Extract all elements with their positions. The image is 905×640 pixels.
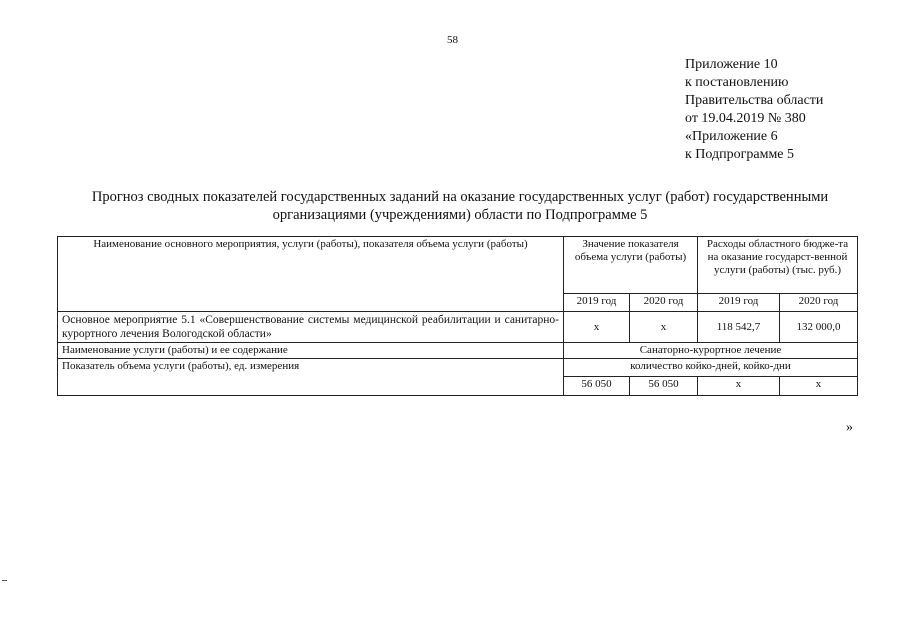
title-line-2: организациями (учреждениями) области по Подпрограмме 5: [272, 207, 648, 223]
main-activity-name: Основное мероприятие 5.1 «Совершенствование системы медицинской реабилитации и санитарно-курортного лечения Вологодской области»: [58, 312, 564, 343]
closing-quote: »: [846, 420, 853, 435]
document-title: [40, 188, 880, 224]
title-line-1: Прогноз сводных показателей государственных заданий на оказание государственных услуг (работ) государственными: [91, 189, 829, 205]
appendix-line: к Подпрограмме 5: [685, 147, 795, 162]
value-cell: 132 000,0: [780, 312, 858, 343]
value-cell: 56 050: [630, 377, 698, 396]
appendix-line: Правительства области: [685, 93, 824, 108]
header-year-cell: 2019 год: [698, 294, 780, 312]
header-name-cell: Наименование основного мероприятия, услуги (работы), показателя объема услуги (работы): [58, 237, 564, 312]
appendix-block: [685, 56, 823, 164]
measure-unit-value: количество койко-дней, койко-дни: [564, 359, 858, 377]
service-name-value: Санаторно-курортное лечение: [564, 343, 858, 359]
page-number: 58: [447, 34, 458, 46]
header-year-cell: 2019 год: [564, 294, 630, 312]
service-name-label: Наименование услуги (работы) и ее содержание: [58, 343, 564, 359]
value-cell: х: [780, 377, 858, 396]
value-cell: 118 542,7: [698, 312, 780, 343]
appendix-line: Приложение 10: [685, 57, 778, 72]
value-cell: х: [564, 312, 630, 343]
value-cell: 56 050: [564, 377, 630, 396]
scan-edge-mark: [2, 580, 7, 581]
header-indicator-cell: Значение показателя объема услуги (работы): [564, 237, 698, 294]
appendix-line: к постановлению: [685, 75, 789, 90]
header-expenses-cell: Расходы областного бюдже-та на оказание государст-венной услуги (работы) (тыс. руб.): [698, 237, 858, 294]
measure-label: Показатель объема услуги (работы), ед. измерения: [58, 359, 564, 396]
appendix-line: от 19.04.2019 № 380: [685, 111, 806, 126]
value-cell: х: [698, 377, 780, 396]
header-year-cell: 2020 год: [630, 294, 698, 312]
header-year-cell: 2020 год: [780, 294, 858, 312]
value-cell: х: [630, 312, 698, 343]
forecast-table: [57, 236, 858, 396]
appendix-line: «Приложение 6: [685, 129, 778, 144]
